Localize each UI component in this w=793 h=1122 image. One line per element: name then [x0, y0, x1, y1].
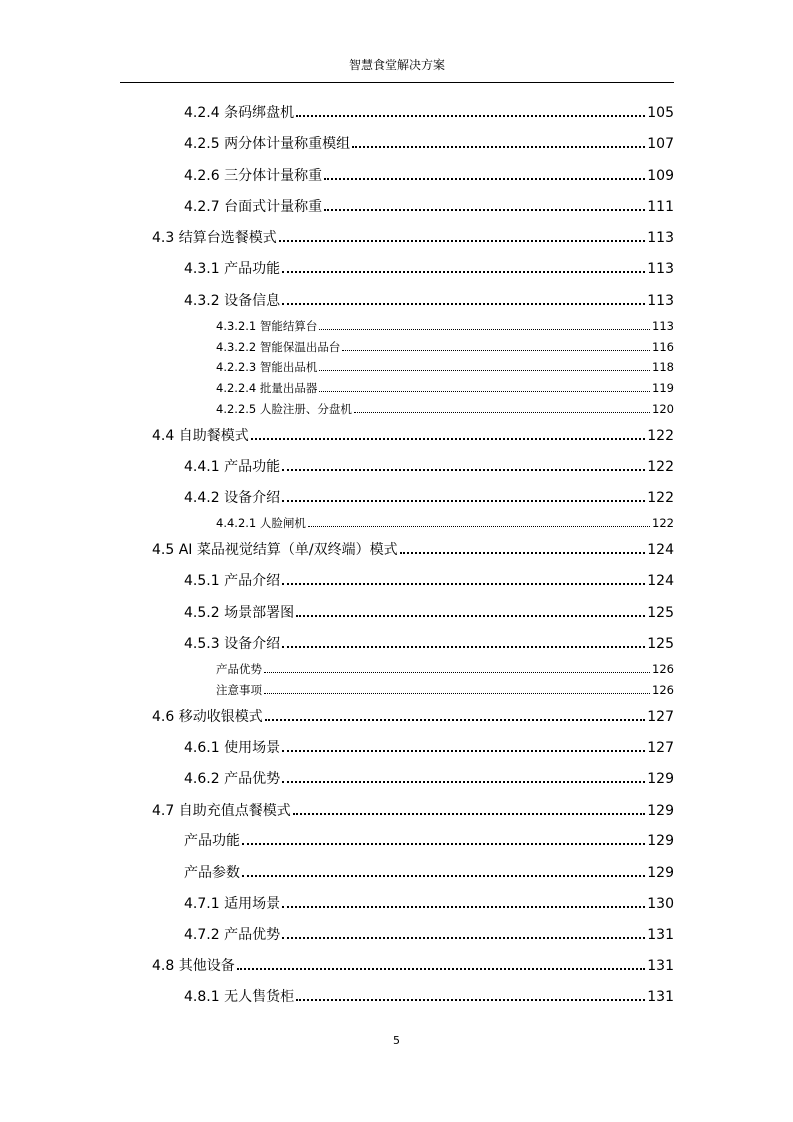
toc-entry-page: 122 — [647, 490, 674, 506]
toc-entry-title: 4.4.2.1 人脸闸机 — [216, 516, 306, 530]
toc-leader-dots — [308, 526, 650, 527]
toc-entry[interactable] — [216, 339, 674, 355]
toc-entry-title: 4.2.2.5 人脸注册、分盘机 — [216, 402, 352, 416]
toc-entry-title: 4.5.1 产品介绍 — [184, 573, 281, 589]
toc-leader-dots — [265, 719, 646, 721]
toc-leader-dots — [264, 672, 650, 673]
toc-entry[interactable] — [216, 318, 674, 334]
toc-entry[interactable] — [184, 196, 674, 216]
toc-entry-title: 4.4.1 产品功能 — [184, 459, 281, 475]
toc-entry[interactable] — [184, 893, 674, 913]
toc-entry-title: 4.6.1 使用场景 — [184, 740, 281, 756]
toc-leader-dots — [324, 178, 645, 180]
toc-leader-dots — [237, 968, 646, 970]
toc-leader-dots — [282, 271, 645, 273]
toc-entry[interactable] — [216, 380, 674, 396]
toc-leader-dots — [282, 781, 645, 783]
toc-entry[interactable] — [184, 602, 674, 622]
toc-entry[interactable] — [184, 102, 674, 122]
toc-leader-dots — [279, 240, 646, 242]
toc-entry-title: 4.6 移动收银模式 — [152, 709, 263, 725]
toc-entry[interactable] — [184, 570, 674, 590]
toc-entry-page: 124 — [647, 542, 674, 558]
toc-entry[interactable] — [216, 515, 674, 531]
toc-entry-title: 产品参数 — [184, 865, 240, 881]
toc-entry-page: 130 — [647, 896, 674, 912]
toc-entry-page: 127 — [647, 740, 674, 756]
toc-entry[interactable] — [184, 830, 674, 850]
page-number: 5 — [393, 1034, 400, 1047]
toc-entry-page: 124 — [647, 573, 674, 589]
toc-leader-dots — [282, 750, 645, 752]
toc-entry-page: 129 — [647, 865, 674, 881]
toc-entry[interactable] — [152, 539, 674, 559]
toc-entry[interactable] — [184, 456, 674, 476]
toc-entry-title: 注意事项 — [216, 683, 262, 697]
toc-entry-page: 131 — [647, 958, 674, 974]
toc-entry[interactable] — [184, 924, 674, 944]
toc-entry-title: 4.2.2.4 批量出品器 — [216, 381, 318, 395]
toc-leader-dots — [242, 875, 645, 877]
toc-entry-page: 107 — [647, 136, 674, 152]
toc-entry-title: 4.6.2 产品优势 — [184, 771, 281, 787]
toc-entry[interactable] — [184, 258, 674, 278]
toc-leader-dots — [352, 146, 645, 148]
toc-entry[interactable] — [184, 290, 674, 310]
toc-entry[interactable] — [152, 706, 674, 726]
toc-entry-title: 4.3.1 产品功能 — [184, 261, 281, 277]
toc-leader-dots — [296, 615, 645, 617]
toc-entry-page: 129 — [647, 803, 674, 819]
toc-entry-title: 4.5 AI 菜品视觉结算（单/双终端）模式 — [152, 542, 398, 558]
toc-entry-page: 113 — [652, 319, 674, 333]
toc-entry-page: 113 — [647, 261, 674, 277]
toc-leader-dots — [242, 843, 645, 845]
toc-entry[interactable] — [184, 986, 674, 1006]
toc-leader-dots — [293, 813, 646, 815]
toc-entry[interactable] — [216, 661, 674, 677]
toc-entry-title: 4.3.2.1 智能结算台 — [216, 319, 318, 333]
toc-entry-title: 4.3 结算台选餐模式 — [152, 230, 277, 246]
toc-entry-title: 4.2.2.3 智能出品机 — [216, 360, 318, 374]
toc-entry[interactable] — [184, 768, 674, 788]
toc-entry-page: 126 — [652, 683, 674, 697]
toc-entry-page: 118 — [652, 360, 674, 374]
toc-entry-page: 122 — [647, 459, 674, 475]
toc-entry-page: 111 — [647, 199, 674, 215]
toc-entry-title: 4.8 其他设备 — [152, 958, 235, 974]
toc-entry-title: 4.2.5 两分体计量称重模组 — [184, 136, 351, 152]
toc-leader-dots — [296, 999, 645, 1001]
toc-entry-title: 产品优势 — [216, 662, 262, 676]
toc-leader-dots — [282, 646, 645, 648]
toc-entry-title: 4.2.4 条码绑盘机 — [184, 105, 295, 121]
toc-entry[interactable] — [152, 955, 674, 975]
toc-entry-title: 4.2.7 台面式计量称重 — [184, 199, 323, 215]
toc-entry[interactable] — [184, 737, 674, 757]
toc-entry-page: 109 — [647, 168, 674, 184]
toc-entry-page: 126 — [652, 662, 674, 676]
toc-entry-title: 产品功能 — [184, 833, 240, 849]
toc-entry-title: 4.8.1 无人售货柜 — [184, 989, 295, 1005]
toc-entry[interactable] — [152, 800, 674, 820]
toc-entry[interactable] — [184, 487, 674, 507]
toc-entry-page: 125 — [647, 636, 674, 652]
toc-entry[interactable] — [184, 133, 674, 153]
toc-leader-dots — [282, 303, 645, 305]
toc-leader-dots — [319, 370, 650, 371]
toc-leader-dots — [282, 500, 645, 502]
toc-entry-page: 105 — [647, 105, 674, 121]
toc-leader-dots — [296, 115, 645, 117]
toc-leader-dots — [282, 469, 645, 471]
toc-entry-title: 4.3.2.2 智能保温出品台 — [216, 340, 341, 354]
toc-entry-title: 4.7.1 适用场景 — [184, 896, 281, 912]
toc-entry-page: 116 — [652, 340, 674, 354]
toc-entry[interactable] — [184, 165, 674, 185]
toc-entry-page: 120 — [652, 402, 674, 416]
toc-entry-page: 122 — [652, 516, 674, 530]
toc-entry-title: 4.3.2 设备信息 — [184, 293, 281, 309]
toc-entry-page: 127 — [647, 709, 674, 725]
toc-entry-page: 113 — [647, 293, 674, 309]
toc-leader-dots — [354, 412, 650, 413]
toc-leader-dots — [282, 937, 645, 939]
toc-entry-title: 4.7 自助充值点餐模式 — [152, 803, 291, 819]
toc-entry[interactable] — [216, 401, 674, 417]
toc-entry-page: 125 — [647, 605, 674, 621]
toc-entry-title: 4.7.2 产品优势 — [184, 927, 281, 943]
toc-leader-dots — [324, 209, 645, 211]
toc-entry-page: 119 — [652, 381, 674, 395]
toc-entry-title: 4.4.2 设备介绍 — [184, 490, 281, 506]
toc-entry-page: 129 — [647, 771, 674, 787]
toc-entry[interactable] — [184, 862, 674, 882]
toc-entry[interactable] — [216, 682, 674, 698]
toc-leader-dots — [319, 391, 650, 392]
toc-entry-page: 131 — [647, 989, 674, 1005]
toc-entry-page: 122 — [647, 428, 674, 444]
toc-leader-dots — [264, 693, 650, 694]
toc-leader-dots — [319, 329, 650, 330]
toc-leader-dots — [342, 350, 650, 351]
toc-entry-page: 131 — [647, 927, 674, 943]
page-header-title: 智慧食堂解决方案 — [348, 58, 445, 72]
toc-entry[interactable] — [216, 359, 674, 375]
toc-leader-dots — [400, 552, 646, 554]
toc-entry-title: 4.2.6 三分体计量称重 — [184, 168, 323, 184]
toc-entry[interactable] — [184, 633, 674, 653]
toc-entry[interactable] — [152, 425, 674, 445]
toc-entry-page: 113 — [647, 230, 674, 246]
toc-leader-dots — [251, 438, 646, 440]
toc-entry-title: 4.5.3 设备介绍 — [184, 636, 281, 652]
toc-entry-title: 4.4 自助餐模式 — [152, 428, 249, 444]
toc-entry[interactable] — [152, 227, 674, 247]
toc-entry-page: 129 — [647, 833, 674, 849]
toc-entry-title: 4.5.2 场景部署图 — [184, 605, 295, 621]
toc-leader-dots — [282, 906, 645, 908]
toc-leader-dots — [282, 583, 645, 585]
